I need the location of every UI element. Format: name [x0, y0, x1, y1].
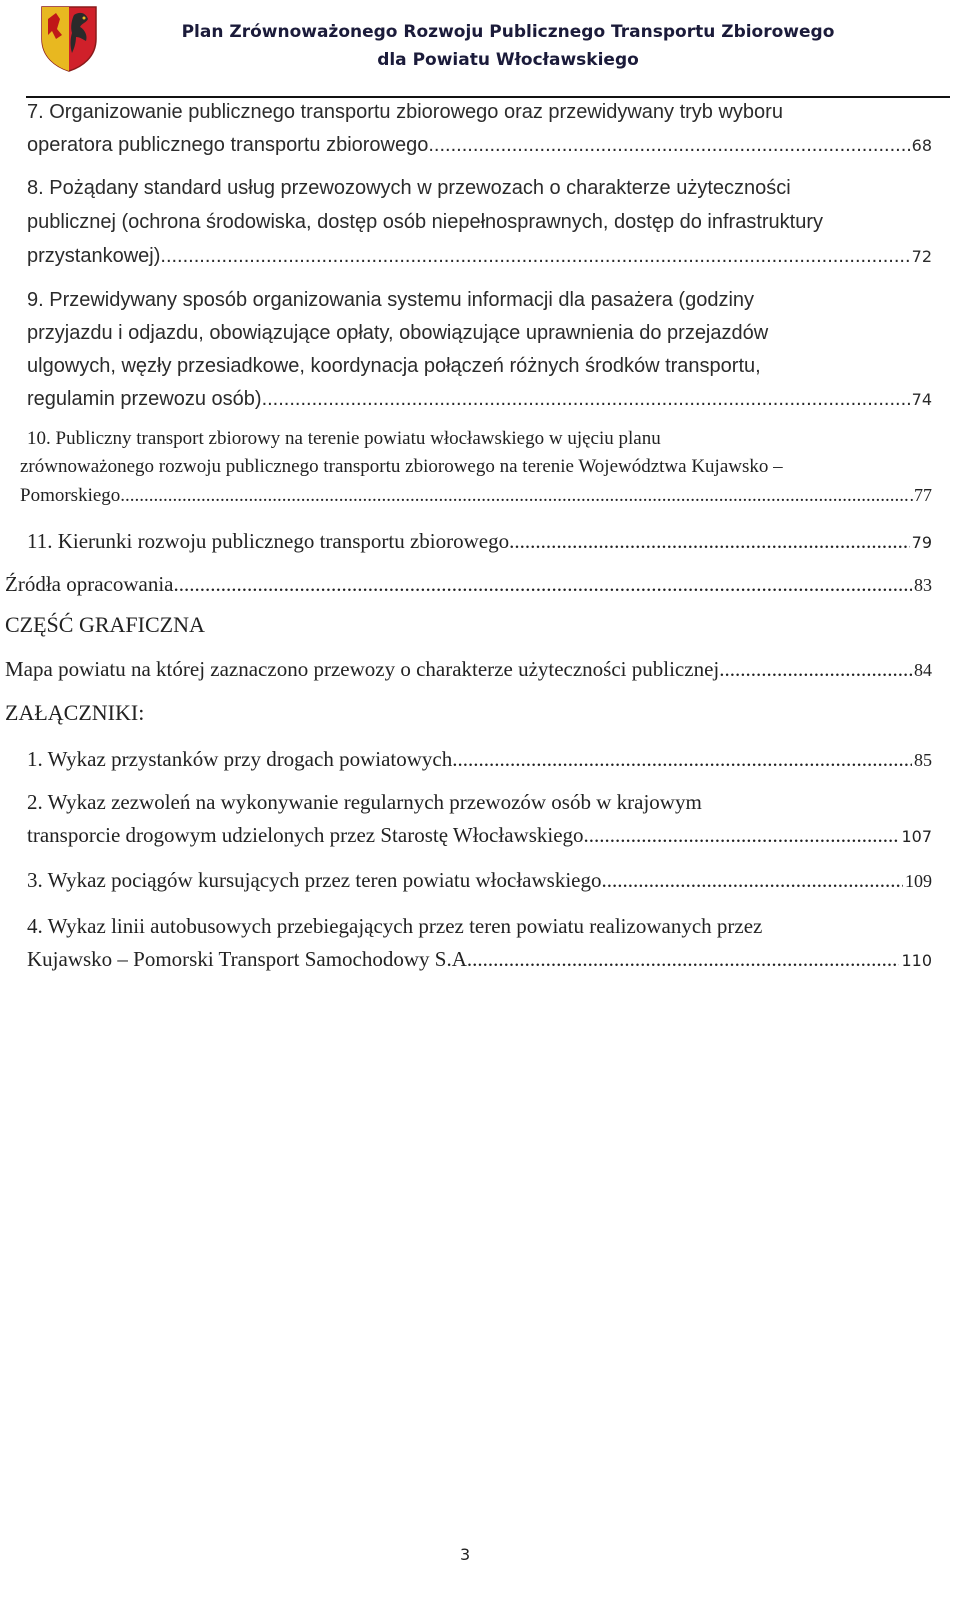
toc-entry-11[interactable] — [27, 525, 932, 559]
toc-entry-7[interactable] — [27, 96, 932, 162]
toc-entry-text: Kujawsko – Pomorski Transport Samochodowy S.A — [27, 947, 467, 971]
dot-leader — [120, 482, 907, 510]
toc-entry-text: zrównoważonego rozwoju publicznego transportu zbiorowego na terenie Województwa Kujawsko – — [20, 456, 783, 477]
toc-entry-lastline — [27, 819, 932, 853]
toc-entry-lastline — [27, 129, 932, 162]
attachment-3[interactable] — [27, 864, 932, 898]
dot-leader — [262, 383, 910, 416]
toc-page-number: .77 — [909, 485, 932, 505]
toc-entry-text: publicznej (ochrona środowiska, dostęp osób niepełnosprawnych, dostęp do infrastruktury — [27, 211, 824, 233]
toc-entry-text: 8. Pożądany standard usług przewozowych w przewozach o charakterze użyteczności — [27, 177, 791, 199]
attachment-1[interactable] — [27, 743, 932, 777]
toc-entry-sources[interactable] — [5, 568, 932, 602]
dot-leader — [174, 568, 912, 601]
toc-entry-lastline — [27, 943, 932, 977]
toc-entry-lastline — [27, 525, 932, 559]
dot-leader — [584, 819, 900, 852]
toc-page-number: 72 — [911, 247, 932, 266]
toc-entry-text: 11. Kierunki rozwoju publicznego transportu zbiorowego — [27, 529, 510, 553]
toc-entry-text: 7. Organizowanie publicznego transportu zbiorowego oraz przewidywany tryb wyboru — [27, 101, 783, 123]
coat-of-arms-icon — [38, 3, 100, 73]
toc-entry-lastline — [27, 240, 932, 273]
attachments-heading: ZAŁĄCZNIKI: — [5, 700, 145, 725]
document-title-line-2: dla Powiatu Włocławskiego — [377, 50, 639, 70]
attachment-4[interactable] — [27, 910, 932, 977]
toc-entry-lastline — [5, 568, 932, 602]
document-title-line-1: Plan Zrównoważonego Rozwoju Publicznego Transportu Zbiorowego — [181, 22, 835, 42]
toc-page-number: 107 — [901, 827, 932, 846]
toc-page-number: 110 — [901, 951, 932, 970]
toc-entry-text: 3. Wykaz pociągów kursujących przez teren powiatu włocławskiego — [27, 868, 602, 892]
toc-entry-10[interactable] — [20, 425, 932, 510]
dot-leader — [160, 240, 909, 273]
toc-page-number: 68 — [911, 136, 932, 155]
document-title — [168, 18, 848, 74]
toc-page-number: 74 — [911, 390, 932, 409]
toc-entry-text: 10. Publiczny transport zbiorowy na terenie powiatu włocławskiego w ujęciu planu — [27, 428, 661, 449]
graphic-section-heading: CZĘŚĆ GRAFICZNA — [5, 612, 205, 637]
toc-entry-text: regulamin przewozu osób) — [27, 388, 262, 410]
dot-leader — [719, 653, 912, 686]
toc-entry-text: 2. Wykaz zezwoleń na wykonywanie regularnych przewozów osób w krajowym — [27, 790, 702, 814]
toc-entry-text: transporcie drogowym udzielonych przez Starostę Włocławskiego — [27, 823, 584, 847]
toc-entry-text: 9. Przewidywany sposób organizowania systemu informacji dla pasażera (godziny — [27, 289, 755, 311]
dot-leader — [428, 129, 909, 162]
toc-entry-text: Źródła opracowania — [5, 572, 174, 596]
toc-entry-lastline — [20, 481, 932, 510]
toc-entry-lastline — [27, 743, 932, 777]
toc-page-number: 83 — [914, 575, 932, 595]
toc-entry-text: operatora publicznego transportu zbiorowego — [27, 134, 429, 156]
toc-page-number: 109 — [905, 871, 932, 891]
toc-entry-8[interactable] — [27, 172, 932, 273]
toc-page-number: 79 — [911, 533, 932, 552]
attachment-2[interactable] — [27, 786, 932, 853]
toc-entry-lastline — [27, 864, 932, 898]
toc-page-number: 85 — [914, 750, 932, 770]
toc-entry-9[interactable] — [27, 284, 932, 416]
dot-leader — [452, 743, 912, 776]
toc-page-number: 84 — [914, 660, 932, 680]
toc-entry-text: Pomorskiego — [20, 485, 121, 506]
dot-leader — [467, 943, 900, 976]
toc-entry-text: 4. Wykaz linii autobusowych przebiegających przez teren powiatu realizowanych przez — [27, 914, 763, 938]
page-number: 3 — [460, 1545, 471, 1564]
toc-entry-text: 1. Wykaz przystanków przy drogach powiatowych — [27, 747, 453, 771]
toc-entry-text: ulgowych, węzły przesiadkowe, koordynacja połączeń różnych środków transportu, — [27, 355, 761, 377]
toc-entry-map[interactable] — [5, 653, 932, 687]
page-header — [0, 0, 960, 96]
dot-leader — [601, 864, 903, 897]
toc-entry-lastline — [5, 653, 932, 687]
toc-entry-lastline — [27, 383, 932, 416]
dot-leader — [509, 525, 910, 558]
toc-entry-text: Mapa powiatu na której zaznaczono przewozy o charakterze użyteczności publicznej — [5, 657, 720, 681]
toc-entry-text: przystankowej) — [27, 245, 161, 267]
toc-entry-text: przyjazdu i odjazdu, obowiązujące opłaty, obowiązujące uprawnienia do przejazdów — [27, 322, 769, 344]
